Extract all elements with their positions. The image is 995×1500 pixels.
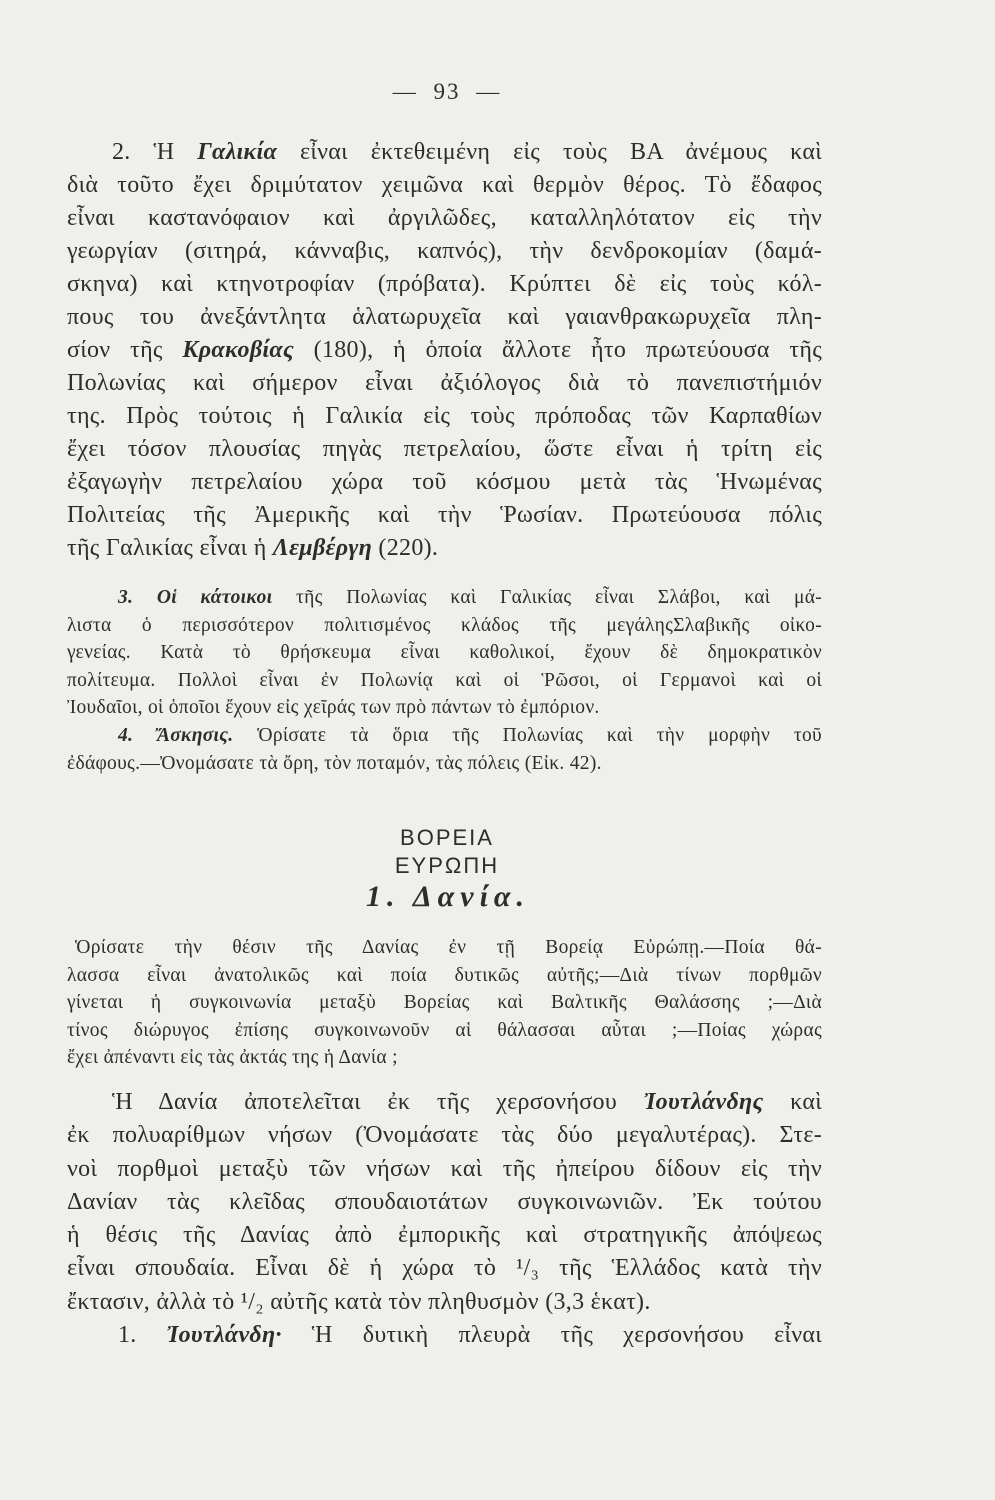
- text-line: [67, 136, 822, 169]
- text-run: Ὁρίσατε τὰ ὅρια τῆς Πολωνίας καὶ τὴν μορφὴν τοῦ: [233, 724, 822, 746]
- text-run: σίον τῆς: [67, 337, 183, 363]
- emphasized-term: 3. Οἱ κάτοικοι: [118, 587, 273, 608]
- text-run: ἔκτασιν, ἀλλὰ τὸ ¹/₂ αὐτῆς κατὰ τὸν πληθυσμὸν (3,3 ἑκατ).: [67, 1288, 651, 1315]
- text-run: Πολιτείας τῆς Ἀμερικῆς καὶ τὴν Ῥωσίαν. Πρωτεύουσα πόλις: [67, 502, 822, 528]
- text-run: λασσα εἶναι ἀνατολικῶς καὶ ποία δυτικῶς αὐτῆς;—Διὰ τίνων πορθμῶν: [67, 964, 822, 986]
- text-line: [67, 532, 822, 565]
- text-line: [67, 235, 822, 268]
- text-line: [67, 989, 822, 1017]
- text-run: γίνεται ἡ συγκοινωνία μεταξὺ Βορείας καὶ Βαλτικῆς Θαλάσσης ;—Διὰ: [67, 992, 822, 1013]
- text-line: [67, 202, 822, 235]
- text-line: [67, 962, 822, 990]
- galicia-paragraph: [67, 136, 822, 565]
- text-line: [67, 934, 822, 962]
- text-run: σκηνα) καὶ κτηνοτροφίαν (πρόβατα). Κρύπτει δὲ εἰς τοὺς κόλ-: [67, 271, 822, 297]
- text-run: γενείας. Κατὰ τὸ θρήσκευμα εἶναι καθολικοί, ἔχουν δὲ δημοκρατικὸν: [67, 642, 822, 664]
- text-run: ἡ θέσις τῆς Δανίας ἀπὸ ἐμπορικῆς καὶ στρατηγικῆς ἀπόψεως: [67, 1222, 822, 1249]
- text-line: [67, 433, 822, 466]
- text-line: [67, 722, 822, 750]
- text-line: [67, 400, 822, 433]
- text-line: [67, 1286, 822, 1319]
- text-run: Πολωνίας καὶ σήμερον εἶναι ἀξιόλογος διὰ τὸ πανεπιστήμιόν: [67, 370, 822, 396]
- page-number: — 93 —: [392, 79, 502, 104]
- text-run: λιστα ὁ περισσότερον πολιτισμένος κλάδος τῆς μεγάληςΣλαβικῆς οἰκο-: [67, 614, 822, 636]
- text-run: (180), ἡ ὁποία ἄλλοτε ἦτο πρωτεύουσα τῆς: [293, 337, 822, 363]
- text-run: εἶναι ἐκτεθειμένη εἰς τοὺς ΒΑ ἀνέμους καὶ: [277, 139, 822, 165]
- text-run: διὰ τοῦτο ἔχει δριμύτατον χειμῶνα καὶ θερμὸν θέρος. Τὸ ἔδαφος: [67, 172, 822, 198]
- emphasized-term: Λεμβέργη: [272, 535, 373, 561]
- text-run: Ἡ Δανία ἀποτελεῖται ἐκ τῆς χερσονήσου: [112, 1089, 644, 1115]
- section-heading: ΒΟΡΕΙΑ ΕΥΡΩΠΗ: [394, 825, 500, 878]
- text-line: [67, 301, 822, 334]
- text-run: 2. Ἡ: [112, 139, 198, 165]
- emphasized-term: Κρακοβίας: [182, 337, 294, 363]
- emphasized-term: Γαλικία: [197, 139, 278, 165]
- jutland-paragraph-start: [67, 1319, 822, 1352]
- text-line: [67, 1086, 822, 1119]
- text-line: [67, 268, 822, 301]
- emphasized-term: Ἰουτλάνδης: [643, 1089, 764, 1115]
- text-run: Ἡ δυτικὴ πλευρὰ τῆς χερσονήσου εἶναι: [281, 1322, 822, 1349]
- emphasized-term: 4. Ἄσκησις.: [118, 724, 234, 746]
- text-line: [67, 466, 822, 499]
- text-line: [67, 334, 822, 367]
- inhabitants-note: [67, 584, 822, 722]
- text-run: Ἰουδαῖοι, οἱ ὁποῖοι ἔχουν εἰς χεῖράς των πρὸ πάντων τὸ ἐμπόριον.: [67, 697, 600, 719]
- text-run: 1.: [118, 1322, 167, 1349]
- text-run: της. Πρὸς τούτοις ἡ Γαλικία εἰς τοὺς πρόποδας τῶν Καρπαθίων: [67, 403, 822, 429]
- chapter-title: 1. Δανία.: [365, 880, 531, 913]
- text-run: καὶ: [763, 1089, 822, 1115]
- text-line: [67, 1044, 822, 1072]
- text-run: ἔχει τόσον πλουσίας πηγὰς πετρελαίου, ὥστε εἶναι ἡ τρίτη εἰς: [67, 436, 822, 462]
- text-run: Δανίαν τὰς κλεῖδας σπουδαιοτάτων συγκοινωνιῶν. Ἐκ τούτου: [67, 1188, 822, 1215]
- emphasized-term: Ἰουτλάνδη·: [166, 1322, 282, 1349]
- text-line: [67, 639, 822, 667]
- text-run: (220).: [372, 535, 439, 561]
- text-run: ἐδάφους.—Ὀνομάσατε τὰ ὄρη, τὸν ποταμόν, τὰς πόλεις (Εἰκ. 42).: [67, 752, 602, 774]
- text-line: [67, 499, 822, 532]
- text-line: [67, 667, 822, 695]
- text-run: τῆς Γαλικίας εἶναι ἡ: [67, 535, 273, 561]
- text-run: πολίτευμα. Πολλοὶ εἶναι ἐν Πολωνίᾳ καὶ οἱ Ῥῶσοι, οἱ Γερμανοὶ καὶ οἱ: [67, 669, 822, 691]
- text-run: γεωργίαν (σιτηρά, κάνναβις, καπνός), τὴν δενδροκομίαν (δαμά-: [67, 238, 822, 264]
- text-run: εἶναι καστανόφαιον καὶ ἀργιλῶδες, καταλληλότατον εἰς τὴν: [67, 205, 822, 231]
- text-line: [67, 694, 822, 722]
- text-line: [67, 750, 822, 778]
- text-run: ἔχει ἀπέναντι εἰς τὰς ἀκτάς της ἡ Δανία ;: [67, 1047, 398, 1068]
- text-run: ἐκ πολυαρίθμων νήσων (Ὀνομάσατε τὰς δύο μεγαλυτέρας). Στε-: [67, 1122, 822, 1149]
- text-run: πους του ἀνεξάντλητα ἁλατωρυχεῖα καὶ γαιανθρακωρυχεῖα πλη-: [67, 304, 822, 330]
- text-run: εἶναι σπουδαία. Εἶναι δὲ ἡ χώρα τὸ ¹/₃ τῆς Ἑλλάδος κατὰ τὴν: [67, 1255, 822, 1282]
- text-line: [67, 1252, 822, 1285]
- text-run: τῆς Πολωνίας καὶ Γαλικίας εἶναι Σλάβοι, καὶ μά-: [272, 587, 823, 608]
- text-line: [67, 1219, 822, 1252]
- small-print-notes: [67, 584, 822, 777]
- text-run: τίνος διώρυγος ἐπίσης συγκοινωνοῦν αἱ θάλασσαι αὗται ;—Ποίας χώρας: [67, 1019, 822, 1041]
- text-line: [67, 612, 822, 640]
- text-line: [67, 169, 822, 202]
- text-run: Ὁρίσατε τὴν θέσιν τῆς Δανίας ἐν τῇ Βορείᾳ Εὐρώπῃ.—Ποία θά-: [75, 937, 822, 958]
- text-line: [67, 1153, 822, 1186]
- text-line: [67, 1119, 822, 1152]
- text-line: [67, 367, 822, 400]
- text-run: νοὶ πορθμοὶ μεταξὺ τῶν νήσων καὶ τῆς ἠπείρου δίδουν εἰς τὴν: [67, 1155, 822, 1182]
- denmark-questions: [67, 934, 822, 1072]
- text-run: ἐξαγωγὴν πετρελαίου χώρα τοῦ κόσμου μετὰ τὰς Ἡνωμένας: [67, 469, 822, 495]
- text-line: [67, 1017, 822, 1045]
- denmark-paragraph: [67, 1086, 822, 1352]
- text-line: [67, 1186, 822, 1219]
- exercise-note: [67, 722, 822, 777]
- text-line: [67, 584, 822, 612]
